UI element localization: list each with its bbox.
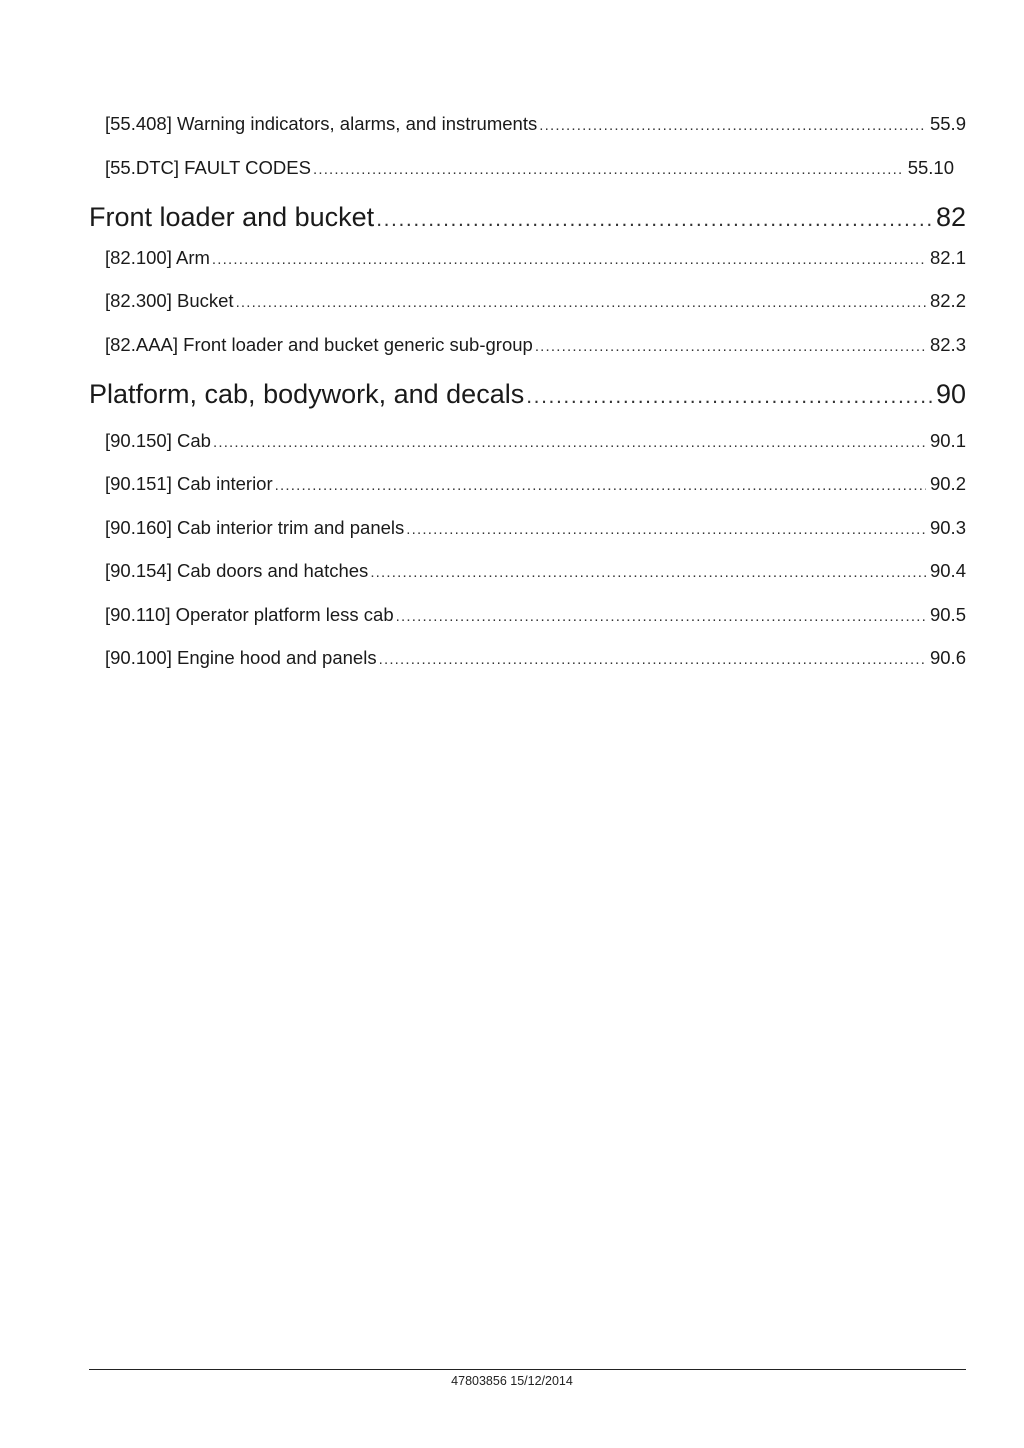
toc-entry-90-150[interactable] xyxy=(105,428,966,454)
toc-entry-label: [90.154] Cab doors and hatches xyxy=(105,560,369,581)
dot-leader xyxy=(213,430,926,454)
toc-entry-label: [90.160] Cab interior trim and panels xyxy=(105,517,405,538)
dot-leader xyxy=(535,334,926,358)
toc-entry-label: [90.151] Cab interior xyxy=(105,473,273,494)
toc-entry-label: [90.110] Operator platform less cab xyxy=(105,604,394,625)
toc-entry-90-151[interactable] xyxy=(105,471,966,497)
toc-entry-82-300[interactable] xyxy=(105,288,966,314)
toc-entry-label: [82.300] Bucket xyxy=(105,290,234,311)
toc-entry-page: 90.6 xyxy=(929,647,966,668)
toc-entry-page: 90.5 xyxy=(929,604,966,625)
dot-leader xyxy=(406,517,926,541)
toc-entry-55-408[interactable] xyxy=(105,111,966,137)
toc-entry-90-110[interactable] xyxy=(105,602,966,628)
toc-entry-label: [82.AAA] Front loader and bucket generic sub-group xyxy=(105,334,533,355)
toc-entry-90-160[interactable] xyxy=(105,515,966,541)
dot-leader xyxy=(275,473,926,497)
toc-chapter-label: Front loader and bucket xyxy=(89,202,375,232)
toc-entry-90-100[interactable] xyxy=(105,645,966,671)
footer-doc-ref: 47803856 15/12/2014 xyxy=(451,1374,573,1388)
toc-entry-label: [90.150] Cab xyxy=(105,430,211,451)
toc-entry-page: 90.2 xyxy=(929,473,966,494)
toc-entry-page: 90.1 xyxy=(929,430,966,451)
toc-entry-page: 55.9 xyxy=(929,113,966,134)
dot-leader xyxy=(376,202,932,235)
toc-entry-page: 55.10 xyxy=(907,157,954,178)
toc-chapter-90[interactable] xyxy=(89,376,966,412)
toc-entry-page: 82.1 xyxy=(929,247,966,268)
toc-entry-82-aaa[interactable] xyxy=(105,332,966,358)
toc-entry-label: [55.DTC] FAULT CODES xyxy=(105,157,311,178)
dot-leader xyxy=(379,647,926,671)
toc-chapter-page: 90 xyxy=(935,379,966,409)
toc-entry-label: [90.100] Engine hood and panels xyxy=(105,647,377,668)
toc-entry-page: 82.2 xyxy=(929,290,966,311)
dot-leader xyxy=(539,113,926,137)
toc-entry-label: [82.100] Arm xyxy=(105,247,210,268)
dot-leader xyxy=(212,247,926,271)
toc-entry-90-154[interactable] xyxy=(105,558,966,584)
toc-entry-55-dtc[interactable] xyxy=(105,155,954,181)
dot-leader xyxy=(236,290,926,314)
toc-chapter-82[interactable] xyxy=(89,199,966,235)
dot-leader xyxy=(313,157,904,181)
toc-chapter-page: 82 xyxy=(935,202,966,232)
footer-divider xyxy=(89,1369,966,1370)
dot-leader xyxy=(396,604,926,628)
dot-leader xyxy=(526,379,932,412)
toc-entry-82-100[interactable] xyxy=(105,245,966,271)
toc-entry-label: [55.408] Warning indicators, alarms, and instruments xyxy=(105,113,538,134)
toc-entry-page: 82.3 xyxy=(929,334,966,355)
toc-chapter-label: Platform, cab, bodywork, and decals xyxy=(89,379,525,409)
toc-entry-page: 90.4 xyxy=(929,560,966,581)
dot-leader xyxy=(370,560,926,584)
toc-entry-page: 90.3 xyxy=(929,517,966,538)
